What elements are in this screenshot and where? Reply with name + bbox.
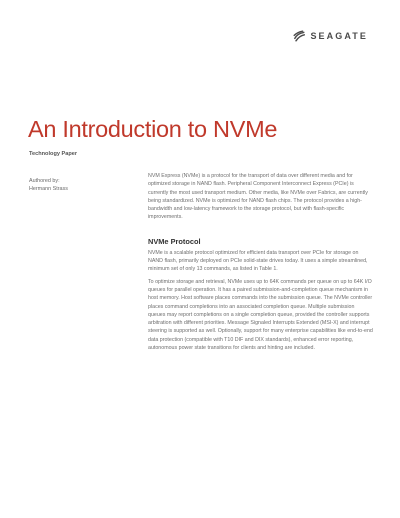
author-name: Hermann Strass (29, 186, 68, 192)
document-body (148, 172, 373, 352)
body-paragraph: NVMe is a scalable protocol optimized for efficient data transport over PCIe for storage on NAND flash, primarily deployed on PCIe solid-state drives today. It uses a simple streamlined, minimum set of only 13 commands, as listed in Table 1. (148, 249, 368, 273)
body-paragraph: To optimize storage and retrieval, NVMe uses up to 64K commands per queue on up to 64K I/O queues for parallel operation. It has a paired submission-and-completion queue mechanism in host memory. Host software places commands into the submission queue. The NVMe controller places command completions into an associated completion queue. Multiple submission queues may report completions on a single completion queue, provided the controller supports arbitration with different priorities. Message Signaled Interrupts Extended (MSI-X) and interrupt steering is supported as well. Optionally, support for many enterprise capabilities like end-to-end data protection (compatible with T10 DIF and DIX standards), enhanced error reporting, autonomous power state transitions for clients and hinting are included. (148, 278, 373, 352)
seagate-swirl-icon (293, 30, 305, 42)
brand-name: SEAGATE (310, 31, 368, 41)
brand-logo (293, 30, 368, 42)
section-heading: NVMe Protocol (148, 236, 201, 246)
intro-paragraph: NVM Express (NVMe) is a protocol for the transport of data over different media and for optimized storage in NAND flash. Peripheral Component Interconnect Express (PCIe) is currently the most used transport medium. Other media, like NVMe over Fabrics, are currently being standardized. NVMe is optimized for NAND flash chips. The protocol provides a high-bandwidth and low-latency framework to the storage protocol, but with flash-specific improvements. (148, 173, 368, 221)
author-block (29, 177, 68, 193)
document-title: An Introduction to NVMe (28, 116, 278, 142)
document-type: Technology Paper (29, 151, 78, 157)
author-label: Authored by: (29, 178, 60, 184)
